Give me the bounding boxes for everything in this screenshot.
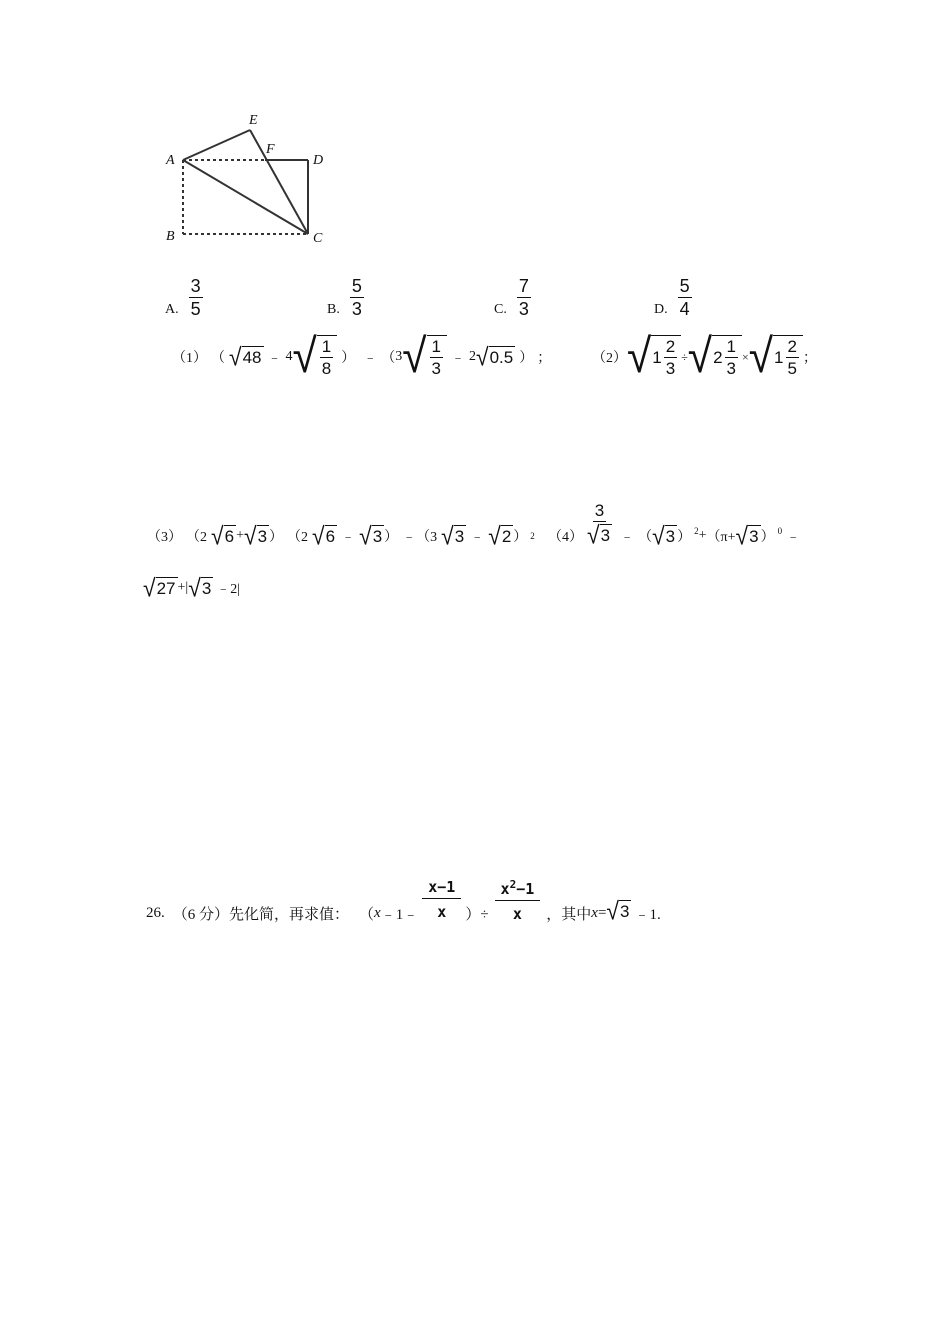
- sqrt-3: √ 3: [606, 896, 630, 925]
- problem-3-label: （3）: [147, 530, 182, 545]
- question-26: 26. （6 分）先化简，再求值： （ x ﹣1﹣ $\frac{x-1}{x}$ ）÷ $\frac{x^2-1}{x}$ ，其中 x = √ 3 ﹣1.: [146, 877, 661, 925]
- option-a-label: A.: [165, 302, 179, 317]
- sqrt-one-third: √ $\frac{1}{3}$: [402, 335, 447, 379]
- sqrt-0-5: √ 0.5: [475, 342, 514, 371]
- option-c-label: C.: [494, 302, 507, 317]
- option-c-fraction: $\frac{7}{3}$: [518, 275, 529, 319]
- segment-EC: [250, 130, 308, 234]
- sqrt-2: √ 2: [488, 521, 512, 550]
- segment-AE: [183, 130, 250, 160]
- option-b-fraction: $\frac{5}{3}$: [351, 275, 362, 319]
- problem-1-label: （1）: [172, 351, 207, 366]
- option-a[interactable]: [165, 276, 205, 318]
- fraction-x2-minus-1-over-x: $\frac{x^2-1}{x}$: [495, 879, 541, 922]
- sqrt-6: √ 6: [312, 521, 336, 550]
- question-number: 26.: [146, 904, 165, 921]
- point-label-A: A: [166, 153, 175, 168]
- option-a-fraction: $\frac{3}{5}$: [190, 275, 201, 319]
- point-label-E: E: [249, 113, 258, 128]
- problem-1: （1） （ √ 48 ﹣ 4 √ $\frac{1}{8}$ ） ﹣ （ 3 √ $\frac{1}{3}$ ﹣ 2 √ 0.5 ） ；: [172, 329, 552, 383]
- sqrt-one-eighth: √ $\frac{1}{8}$: [293, 335, 338, 379]
- problem-4-continued: √ 27 +| √ 3 ﹣2|: [143, 573, 241, 602]
- point-label-B: B: [166, 229, 175, 244]
- sqrt-48: √ 48: [229, 342, 262, 371]
- sqrt-27: √ 27: [143, 573, 176, 602]
- option-d-fraction: $\frac{5}{4}$: [679, 275, 690, 319]
- option-d-label: D.: [654, 302, 668, 317]
- option-b-label: B.: [327, 302, 340, 317]
- problem-2-label: （2）: [592, 351, 627, 366]
- point-label-C: C: [313, 231, 323, 246]
- point-label-F: F: [266, 142, 275, 157]
- sqrt-3: √ 3: [243, 521, 268, 550]
- segment-AC: [183, 160, 308, 234]
- option-b[interactable]: [327, 276, 366, 318]
- geometry-figure: [150, 105, 350, 250]
- sqrt-3: √ 3: [735, 521, 759, 550]
- sqrt-6: √ 6: [211, 521, 235, 550]
- fraction-x-minus-1-over-x: $\frac{x-1}{x}$: [422, 880, 461, 920]
- sqrt-mixed-1: √ 1 $\frac{2}{3}$: [627, 335, 681, 379]
- sqrt-3: √ 3: [652, 521, 676, 550]
- question-prompt: （6 分）先化简，再求值：: [172, 906, 350, 923]
- sqrt-mixed-3: √ 1 $\frac{2}{5}$: [749, 335, 803, 379]
- option-c[interactable]: [494, 276, 533, 318]
- point-label-D: D: [313, 153, 324, 168]
- sqrt-3: √ 3: [188, 573, 212, 602]
- problem-4: （4） 3 √ 3 ﹣ （ √ 3 ） 2 + （π+ √ 3 ） 0 ﹣: [548, 500, 801, 550]
- sqrt-3: √ 3: [441, 521, 465, 550]
- problem-3: （3） （2 √ 6 + √ 3 ） （2 √ 6 ﹣ √ 3 ） ﹣（3 √ 3 ﹣ √ 2 ） 2: [147, 521, 535, 550]
- fraction-3-over-sqrt3: 3 √ 3: [587, 500, 611, 549]
- problem-2: （2） √ 1 $\frac{2}{3}$ ÷ √ 2 $\frac{1}{3}$ × √ 1 $\frac{2}{5}$ ；: [592, 329, 817, 383]
- sqrt-mixed-2: √ 2 $\frac{1}{3}$: [688, 335, 742, 379]
- option-d[interactable]: [654, 276, 694, 318]
- sqrt-3: √ 3: [359, 521, 383, 550]
- sqrt-3: √ 3: [587, 520, 611, 549]
- problem-4-label: （4）: [548, 530, 583, 545]
